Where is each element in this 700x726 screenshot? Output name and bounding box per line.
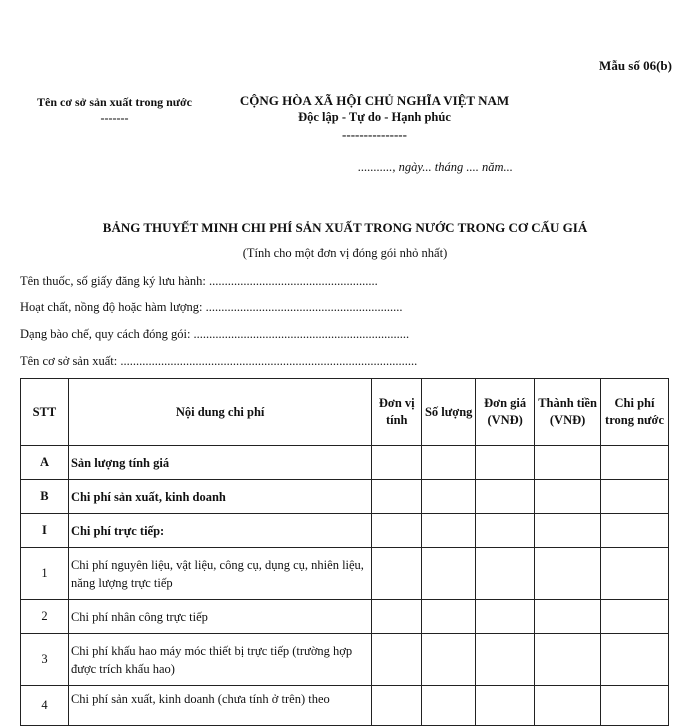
date-line: ..........., ngày... tháng .... năm...	[358, 160, 513, 174]
cell-domestic-cost	[601, 514, 669, 548]
row-content: Chi phí sản xuất, kinh doanh	[68, 480, 371, 514]
cell-domestic-cost	[601, 600, 669, 634]
cell-quantity	[422, 600, 476, 634]
cell-unit	[372, 600, 422, 634]
country-name: CỘNG HÒA XÃ HỘI CHỦ NGHĨA VIỆT NAM	[239, 93, 510, 108]
field-manufacturer: Tên cơ sở sản xuất: ...............................................................................................	[20, 354, 418, 368]
table-row	[21, 514, 669, 548]
cell-amount	[535, 480, 601, 514]
cell-unit-price	[476, 600, 535, 634]
header-content: Nội dung chi phí	[68, 379, 371, 446]
header-stt: STT	[21, 379, 69, 446]
table-row	[21, 600, 669, 634]
row-stt: A	[21, 446, 69, 480]
field-active-ingredient: Hoạt chất, nồng độ hoặc hàm lượng: ...............................................................	[20, 300, 403, 314]
table-row	[21, 686, 669, 726]
cell-unit	[372, 634, 422, 686]
row-stt: 4	[21, 686, 69, 726]
left-header	[22, 94, 207, 126]
cell-unit	[372, 548, 422, 600]
cell-domestic-cost	[601, 634, 669, 686]
form-number: Mẫu số 06(b)	[599, 58, 672, 73]
cell-quantity	[422, 634, 476, 686]
cell-amount	[535, 548, 601, 600]
cell-quantity	[422, 686, 476, 726]
national-motto: Độc lập - Tự do - Hạnh phúc	[298, 110, 451, 124]
row-stt: 1	[21, 548, 69, 600]
row-content: Chi phí khấu hao máy móc thiết bị trực tiếp (trường hợp được trích khấu hao)	[68, 634, 371, 686]
document-subtitle: (Tính cho một đơn vị đóng gói nhỏ nhất)	[242, 246, 448, 260]
cell-quantity	[422, 446, 476, 480]
cell-unit	[372, 446, 422, 480]
header-amount: Thành tiền (VNĐ)	[535, 379, 601, 446]
row-stt: I	[21, 514, 69, 548]
cell-unit	[372, 514, 422, 548]
cell-amount	[535, 686, 601, 726]
cell-unit-price	[476, 446, 535, 480]
row-content: Chi phí trực tiếp:	[68, 514, 371, 548]
cost-table	[20, 378, 669, 726]
org-rule: -------	[100, 111, 129, 125]
document-title: BẢNG THUYẾT MINH CHI PHÍ SẢN XUẤT TRONG NƯỚC TRONG CƠ CẤU GIÁ	[102, 220, 588, 235]
table-row	[21, 548, 669, 600]
cell-amount	[535, 514, 601, 548]
org-name: Tên cơ sở sản xuất trong nước	[37, 95, 192, 109]
cell-unit	[372, 480, 422, 514]
cell-unit-price	[476, 634, 535, 686]
table-row	[21, 634, 669, 686]
right-header	[222, 92, 527, 143]
cell-domestic-cost	[601, 480, 669, 514]
row-content: Chi phí sản xuất, kinh doanh (chưa tính ở trên) theo	[68, 686, 371, 726]
cell-unit-price	[476, 480, 535, 514]
row-stt: 3	[21, 634, 69, 686]
header-unit-price: Đơn giá (VNĐ)	[476, 379, 535, 446]
header-quantity: Số lượng	[422, 379, 476, 446]
cell-quantity	[422, 480, 476, 514]
row-content: Chi phí nhân công trực tiếp	[68, 600, 371, 634]
cell-domestic-cost	[601, 686, 669, 726]
table-header-row	[21, 379, 669, 446]
cell-amount	[535, 600, 601, 634]
field-dosage-form: Dạng bào chế, quy cách đóng gói: .....................................................................	[20, 327, 410, 341]
motto-rule: ---------------	[342, 127, 407, 142]
field-drug-name: Tên thuốc, số giấy đăng ký lưu hành: ......................................................	[20, 274, 378, 288]
header-domestic-cost: Chi phí trong nước	[601, 379, 669, 446]
cell-quantity	[422, 548, 476, 600]
table-row	[21, 480, 669, 514]
cell-unit	[372, 686, 422, 726]
cell-amount	[535, 446, 601, 480]
row-content: Chi phí nguyên liệu, vật liệu, công cụ, dụng cụ, nhiên liệu, năng lượng trực tiếp	[68, 548, 371, 600]
cell-domestic-cost	[601, 446, 669, 480]
cell-quantity	[422, 514, 476, 548]
cell-unit-price	[476, 548, 535, 600]
cell-unit-price	[476, 514, 535, 548]
table-row	[21, 446, 669, 480]
cell-amount	[535, 634, 601, 686]
row-content: Sản lượng tính giá	[68, 446, 371, 480]
row-stt: B	[21, 480, 69, 514]
cell-unit-price	[476, 686, 535, 726]
header-unit: Đơn vị tính	[372, 379, 422, 446]
row-stt: 2	[21, 600, 69, 634]
cell-domestic-cost	[601, 548, 669, 600]
